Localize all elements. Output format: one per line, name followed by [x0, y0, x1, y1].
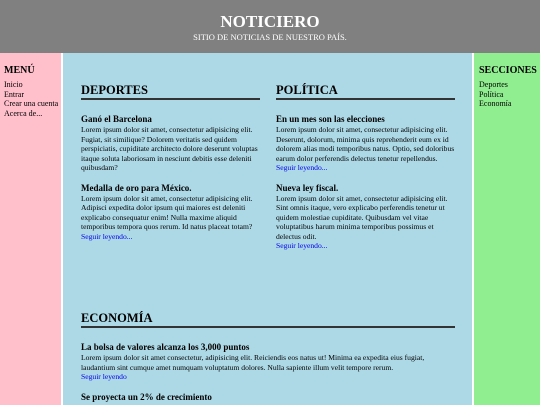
article [276, 114, 455, 173]
menu-item-acerca[interactable]: Acerca de... [4, 108, 43, 118]
article-title: La bolsa de valores alcanza los 3,000 puntos [81, 342, 250, 352]
read-more-link[interactable]: Seguir leyendo... [81, 231, 133, 241]
menu-item-crear-cuenta[interactable]: Crear una cuenta [4, 99, 59, 108]
article-title: Nueva ley fiscal. [276, 182, 339, 193]
section-title-politica: POLÍTICA [276, 83, 455, 100]
site-subtitle: SITIO DE NOTICIAS DE NUESTRO PAÍS. [193, 32, 347, 42]
article-body: Lorem ipsum dolor sit amet, consectetur adipisicing elit. Adipisci expedita dolor ipsum qui maiores est deleniti explicabo consequatur enim! Nulla maxime aliquid temporibus tempora quos rerum. Id natus placeat totam? [81, 193, 253, 231]
read-more-link[interactable]: Seguir leyendo [81, 372, 127, 381]
article-title: Ganó el Barcelona [81, 114, 152, 124]
menu-sidebar [0, 53, 63, 405]
section-link-economia[interactable]: Economía [479, 99, 512, 108]
sections-sidebar [472, 53, 540, 405]
sections-title: SECCIONES [479, 65, 537, 76]
section-deportes [81, 83, 260, 241]
article-body: Lorem ipsum dolor sit amet, consectetur adipisicing elit. Deserunt, dolorum, minima quis reprehenderit eum ex id dolorem alias modi temporibus natus. Optio, sed doloribus earum dolor perferendis delectus tenetur repellendus. [276, 125, 455, 163]
section-economia [81, 311, 455, 403]
read-more-link[interactable]: Seguir leyendo... [276, 241, 328, 250]
article [81, 114, 260, 173]
article-title: En un mes son las elecciones [276, 114, 385, 124]
section-link-politica[interactable]: Política [479, 89, 504, 99]
article-title: Medalla de oro para México. [81, 182, 192, 193]
article-body: Lorem ipsum dolor sit amet consectetur, adipisicing elit. Reiciendis eos natus ut! Minima ea expedita eius fugiat, laudantium sint cumque amet numquam voluptatum dolores. Nulla sapiente illum velit tempore rerum. [81, 353, 425, 372]
section-title-deportes: DEPORTES [81, 83, 260, 100]
read-more-link[interactable]: Seguir leyendo... [276, 163, 328, 172]
menu-item-entrar[interactable]: Entrar [4, 89, 24, 99]
site-header [0, 0, 540, 53]
section-title-economia: ECONOMÍA [81, 311, 455, 328]
article-title: Se proyecta un 2% de crecimiento [81, 391, 212, 402]
article [81, 342, 455, 382]
menu-title: MENÚ [4, 65, 35, 76]
section-politica [276, 83, 455, 251]
article [81, 392, 455, 403]
site-title: NOTICIERO [220, 12, 320, 31]
main-content [63, 53, 472, 405]
menu-item-inicio[interactable]: Inicio [4, 80, 23, 89]
article-body: Lorem ipsum dolor sit amet, consectetur adipisicing elit. Sint omnis itaque, vero explicabo perferendis tenetur ut quidem molestiae cupiditate. Quibusdam vel vitae voluptatibus harum minima temporibus possimus et delectus odit. [276, 193, 448, 241]
section-link-deportes[interactable]: Deportes [479, 80, 508, 89]
article-body: Lorem ipsum dolor sit amet, consectetur adipisicing elit. Fugiat, sit similique? Dolorem veritatis sed quidem perspiciatis, cupiditate architecto dolore deserunt voluptas itaque soluta laboriosam in nesciunt debitis esse deleniti quibusdam? [81, 125, 258, 172]
article [276, 183, 455, 251]
article [81, 183, 260, 242]
